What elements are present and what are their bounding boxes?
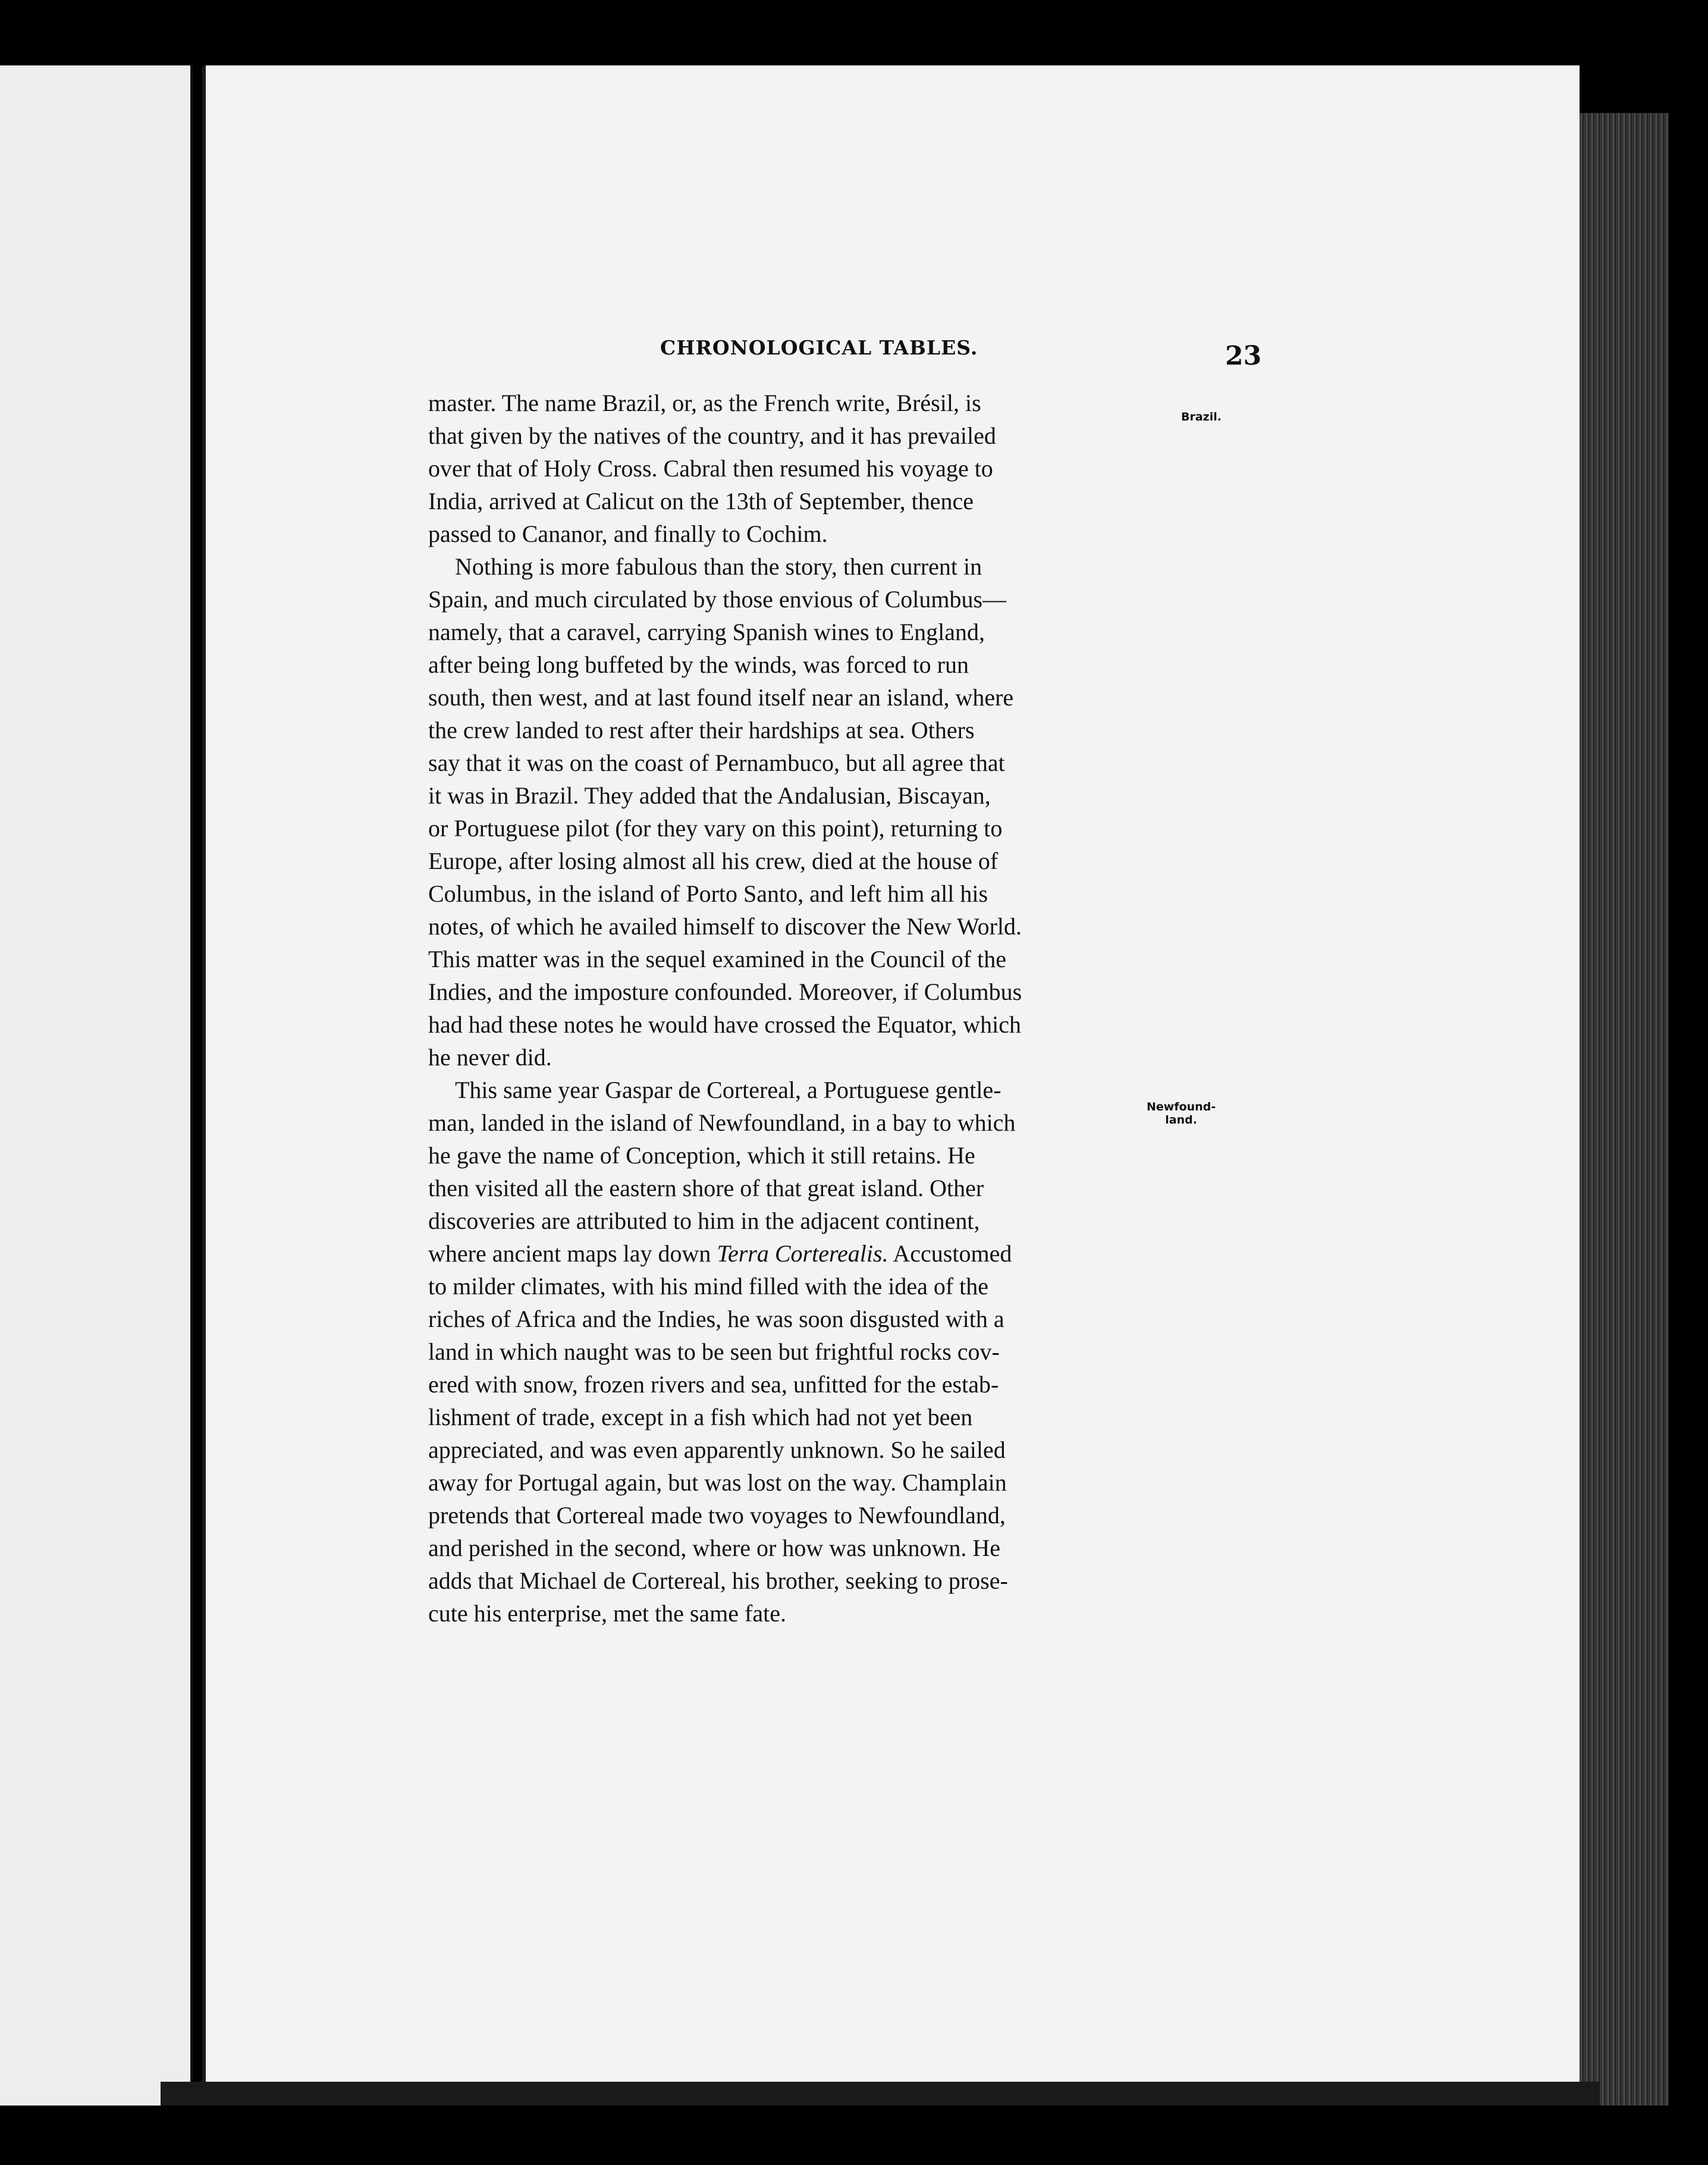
text-line: after being long buffeted by the winds, was forced to run bbox=[428, 651, 969, 678]
text-line: Nothing is more fabulous than the story, then current in bbox=[455, 553, 982, 580]
text-line: the crew landed to rest after their hardships at sea. Others bbox=[428, 717, 975, 743]
margin-note-newfoundland-line-1: Newfound- bbox=[1147, 1100, 1216, 1113]
text-line: India, arrived at Calicut on the 13th of September, thence bbox=[428, 488, 974, 514]
text-line: to milder climates, with his mind filled with the idea of the bbox=[428, 1273, 989, 1300]
text-line: land in which naught was to be seen but frightful rocks cov- bbox=[428, 1338, 1000, 1365]
text-line: he gave the name of Conception, which it still retains. He bbox=[428, 1142, 975, 1169]
text-line: or Portuguese pilot (for they vary on this point), returning to bbox=[428, 815, 1003, 842]
text-line: pretends that Cortereal made two voyages to Newfoundland, bbox=[428, 1502, 1006, 1529]
text-line: ered with snow, frozen rivers and sea, unfitted for the estab- bbox=[428, 1371, 999, 1398]
text-line: adds that Michael de Cortereal, his brother, seeking to prose- bbox=[428, 1567, 1008, 1594]
italic-phrase: Terra Corterealis. bbox=[717, 1240, 888, 1267]
body-text bbox=[428, 387, 1142, 1653]
text-line: and perished in the second, where or how was unknown. He bbox=[428, 1535, 1000, 1561]
text-line: man, landed in the island of Newfoundland, in a bay to which bbox=[428, 1109, 1016, 1136]
left-page bbox=[0, 65, 193, 2106]
text-line: passed to Cananor, and finally to Cochim. bbox=[428, 520, 828, 547]
text-line-end: Accustomed bbox=[888, 1240, 1012, 1267]
text-line: riches of Africa and the Indies, he was soon disgusted with a bbox=[428, 1306, 1004, 1332]
text-line: south, then west, and at last found itself near an island, where bbox=[428, 684, 1014, 711]
text-line-start: where ancient maps lay down bbox=[428, 1240, 717, 1267]
bottom-shadow bbox=[161, 2082, 1600, 2106]
text-line: over that of Holy Cross. Cabral then resumed his voyage to bbox=[428, 455, 993, 482]
text-line: Indies, and the imposture confounded. Moreover, if Columbus bbox=[428, 978, 1022, 1005]
page-edges bbox=[1580, 113, 1669, 2106]
text-line: he never did. bbox=[428, 1044, 552, 1071]
text-line: it was in Brazil. They added that the Andalusian, Biscayan, bbox=[428, 782, 991, 809]
text-line: cute his enterprise, met the same fate. bbox=[428, 1600, 786, 1627]
margin-note-newfoundland bbox=[1147, 1100, 1216, 1127]
text-line: namely, that a caravel, carrying Spanish wines to England, bbox=[428, 619, 985, 645]
text-line: notes, of which he availed himself to discover the New World. bbox=[428, 913, 1022, 940]
text-line: Columbus, in the island of Porto Santo, and left him all his bbox=[428, 880, 988, 907]
text-line-with-italic bbox=[428, 1237, 1142, 1270]
text-line: Spain, and much circulated by those envious of Columbus— bbox=[428, 586, 1007, 613]
running-title: CHRONOLOGICAL TABLES. bbox=[660, 336, 978, 359]
text-line: Europe, after losing almost all his crew, died at the house of bbox=[428, 848, 999, 874]
text-line: master. The name Brazil, or, as the French write, Brésil, is bbox=[428, 390, 981, 416]
margin-note-newfoundland-line-2: land. bbox=[1165, 1113, 1197, 1127]
text-line: away for Portugal again, but was lost on the way. Champlain bbox=[428, 1469, 1007, 1496]
text-line: lishment of trade, except in a fish which had not yet been bbox=[428, 1404, 973, 1430]
text-line: say that it was on the coast of Pernambuco, but all agree that bbox=[428, 749, 1005, 776]
page-number: 23 bbox=[1225, 341, 1262, 371]
text-line: appreciated, and was even apparently unknown. So he sailed bbox=[428, 1436, 1006, 1463]
margin-note-brazil: Brazil. bbox=[1181, 410, 1222, 423]
text-line: discoveries are attributed to him in the adjacent continent, bbox=[428, 1207, 980, 1234]
text-line: then visited all the eastern shore of that great island. Other bbox=[428, 1175, 984, 1201]
text-line: had had these notes he would have crossed the Equator, which bbox=[428, 1011, 1021, 1038]
text-line: This same year Gaspar de Cortereal, a Portuguese gentle- bbox=[455, 1077, 1001, 1103]
text-line: This matter was in the sequel examined in the Council of the bbox=[428, 946, 1006, 972]
text-line: that given by the natives of the country, and it has prevailed bbox=[428, 422, 996, 449]
